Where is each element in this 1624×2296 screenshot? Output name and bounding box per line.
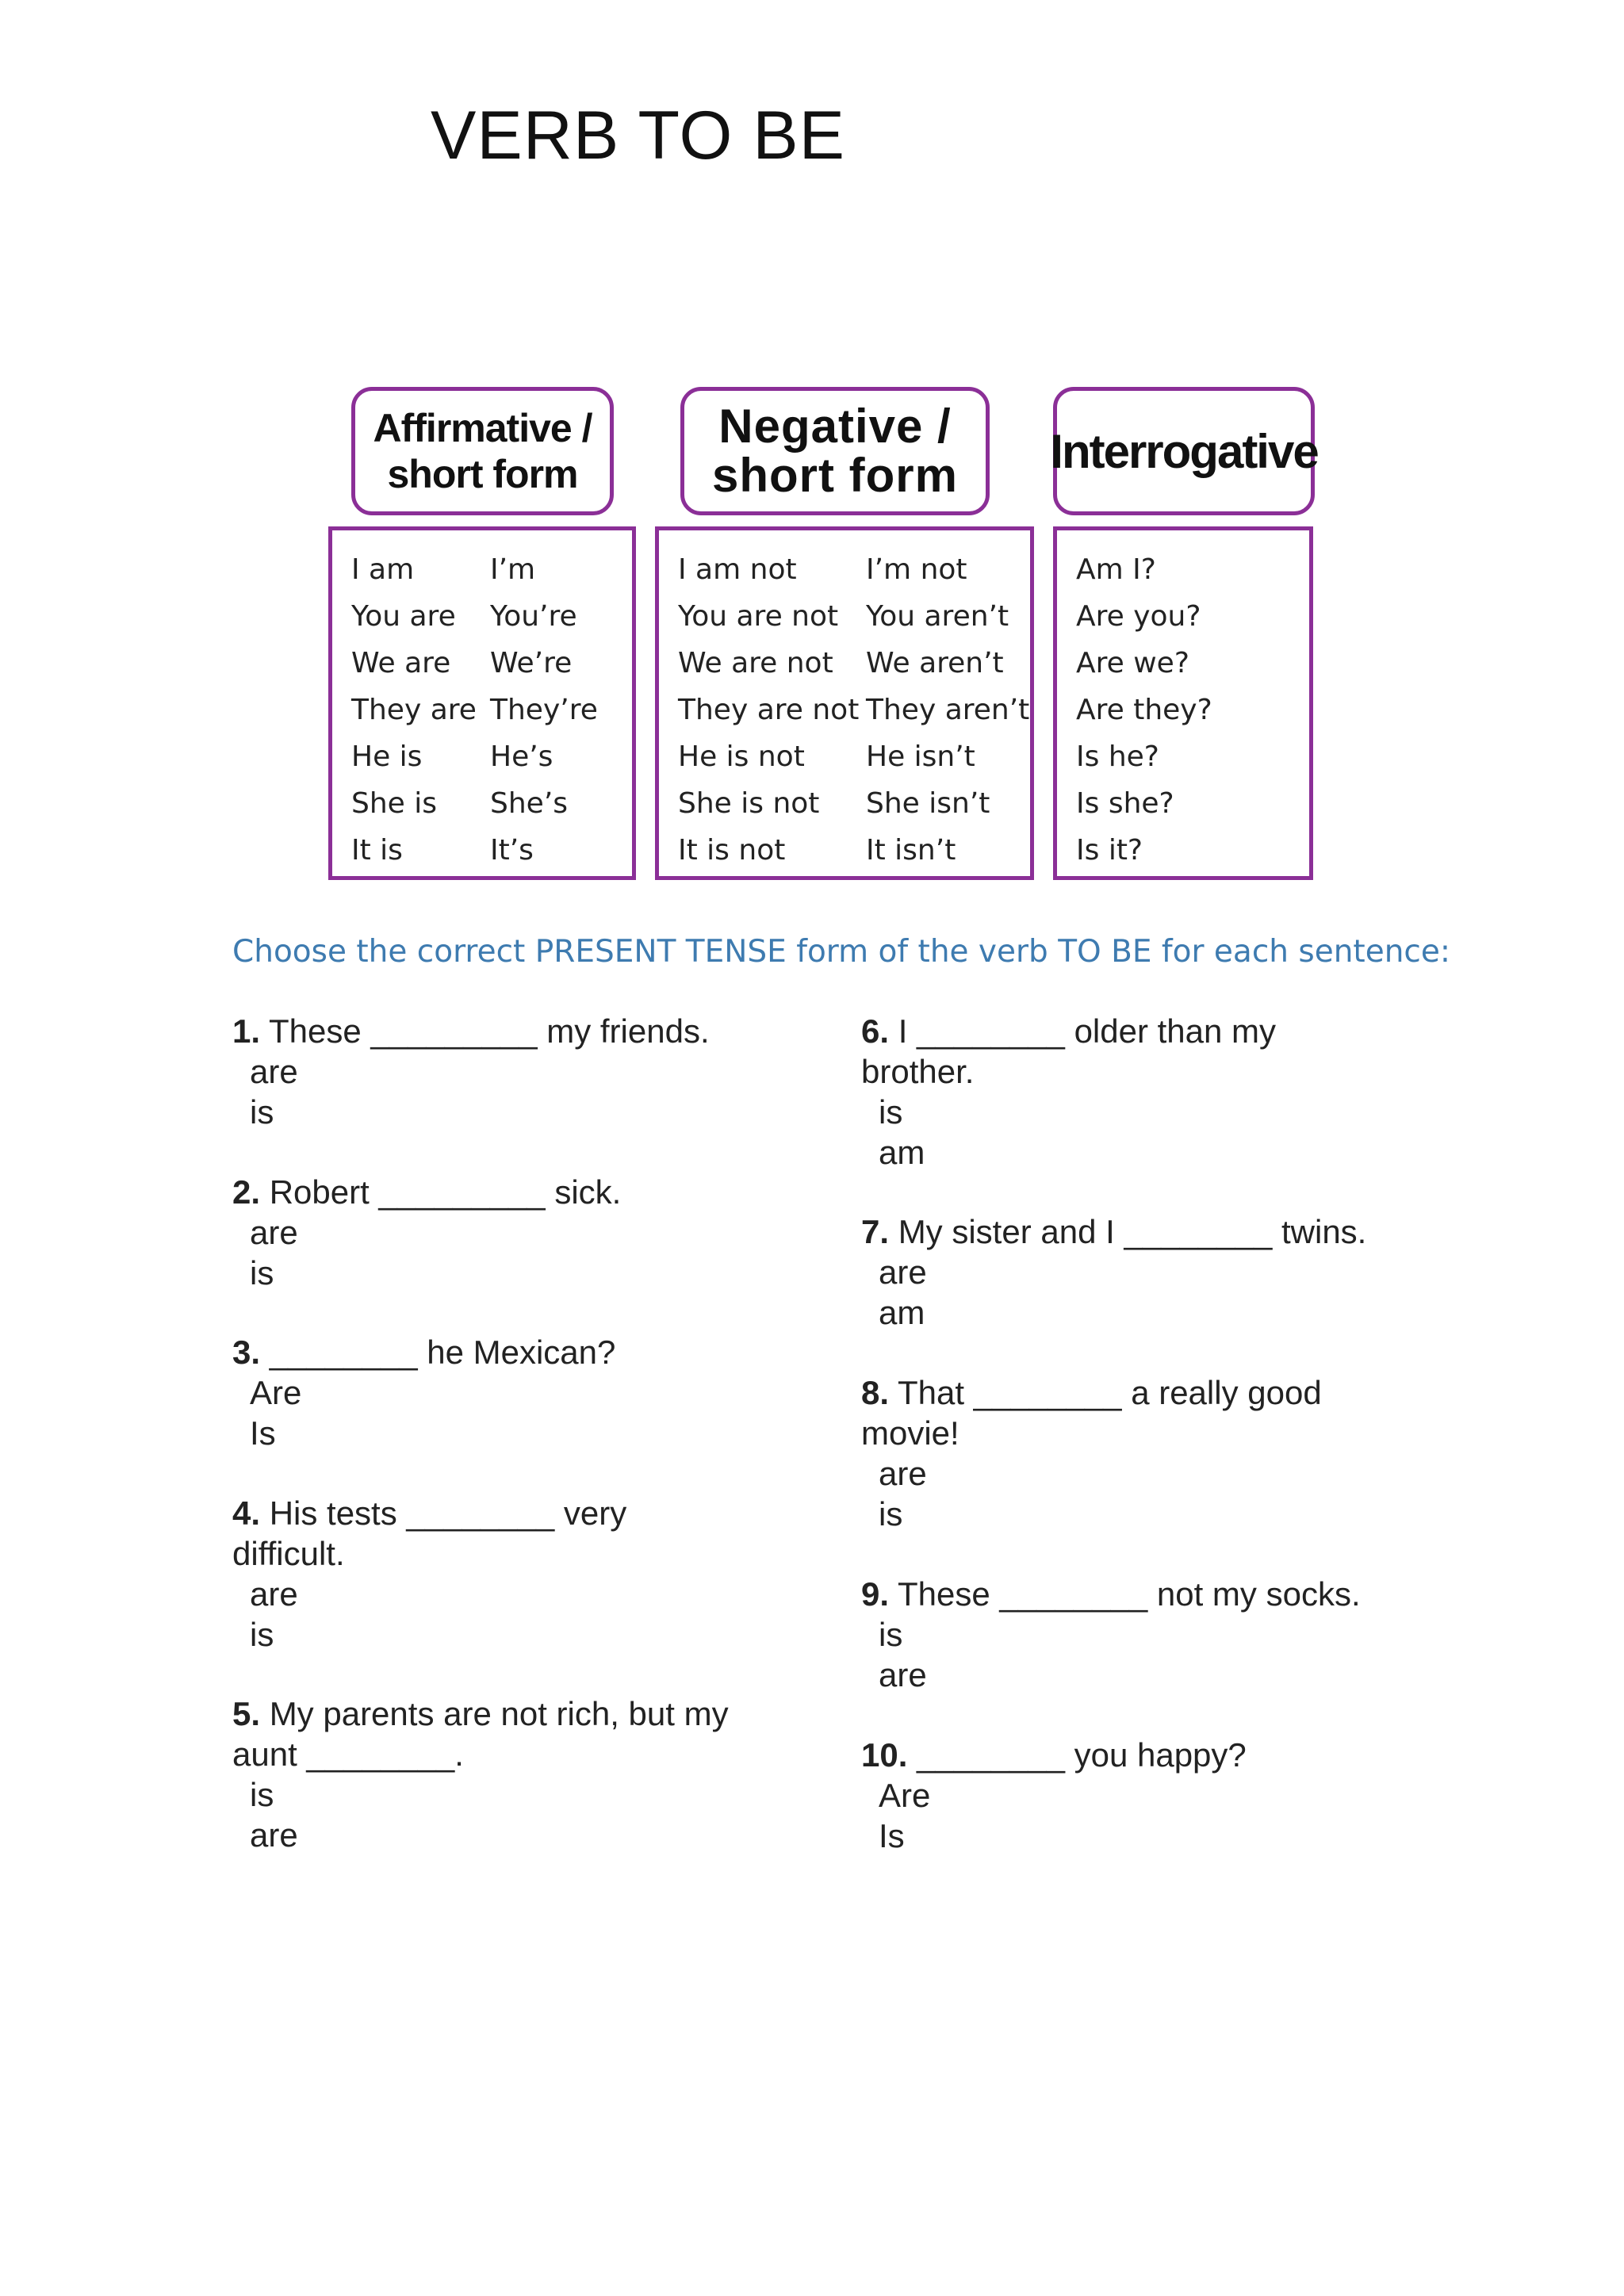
- question-number: 8.: [861, 1374, 890, 1411]
- question-stem: [232, 1693, 740, 1774]
- answer-option[interactable]: am: [879, 1134, 925, 1171]
- question-text: My parents are not rich, but my aunt ________.: [232, 1695, 729, 1773]
- interrogative-full-form: Is it?: [1076, 834, 1143, 867]
- answer-option[interactable]: are: [879, 1253, 927, 1291]
- interrogative-table: [1053, 526, 1313, 880]
- question-number: 9.: [861, 1575, 890, 1613]
- question-number: 6.: [861, 1012, 890, 1050]
- question-number: 5.: [232, 1695, 261, 1732]
- question-stem: [861, 1735, 1369, 1775]
- negative-row: [659, 780, 1030, 827]
- interrogative-row: [1057, 827, 1309, 874]
- negative-short-form: I’m not: [866, 553, 967, 586]
- negative-short-form: It isn’t: [866, 834, 956, 867]
- answer-option[interactable]: is: [879, 1495, 903, 1533]
- question-stem: [232, 1011, 740, 1051]
- negative-short-form: He isn’t: [866, 740, 975, 773]
- answer-option[interactable]: is: [879, 1616, 903, 1653]
- answer-option[interactable]: are: [250, 1214, 298, 1251]
- negative-row: [659, 640, 1030, 687]
- question-item: [861, 1011, 1369, 1173]
- affirmative-full-form: They are: [351, 694, 477, 726]
- answer-option[interactable]: am: [879, 1294, 925, 1331]
- question-item: [232, 1011, 740, 1132]
- question-stem: [861, 1211, 1464, 1252]
- negative-header-line2: short form: [712, 449, 958, 502]
- answer-option[interactable]: Are: [250, 1374, 302, 1411]
- negative-full-form: I am not: [678, 553, 797, 586]
- affirmative-full-form: She is: [351, 787, 438, 820]
- negative-header-line1: Negative /: [718, 400, 952, 453]
- negative-full-form: You are not: [678, 600, 839, 633]
- interrogative-full-form: Are they?: [1076, 694, 1212, 726]
- affirmative-row: [332, 780, 632, 827]
- affirmative-header-line2: short form: [387, 452, 578, 496]
- question-text: Robert _________ sick.: [260, 1173, 622, 1211]
- affirmative-full-form: I am: [351, 553, 415, 586]
- question-number: 4.: [232, 1494, 261, 1532]
- question-text: ________ you happy?: [907, 1736, 1247, 1774]
- answer-option[interactable]: Is: [879, 1817, 905, 1854]
- affirmative-header: [351, 387, 614, 515]
- interrogative-row: [1057, 780, 1309, 827]
- answer-option[interactable]: is: [879, 1093, 903, 1131]
- negative-full-form: She is not: [678, 787, 820, 820]
- negative-short-form: You aren’t: [866, 600, 1009, 633]
- negative-row: [659, 733, 1030, 780]
- question-number: 2.: [232, 1173, 261, 1211]
- interrogative-full-form: Is he?: [1076, 740, 1159, 773]
- negative-row: [659, 687, 1030, 733]
- interrogative-full-form: Is she?: [1076, 787, 1174, 820]
- affirmative-short-form: I’m: [490, 553, 536, 586]
- affirmative-short-form: He’s: [490, 740, 553, 773]
- affirmative-row: [332, 827, 632, 874]
- question-item: [861, 1574, 1464, 1695]
- negative-header: [680, 387, 990, 515]
- question-number: 7.: [861, 1213, 890, 1250]
- interrogative-row: [1057, 687, 1309, 733]
- answer-option[interactable]: is: [250, 1093, 274, 1131]
- answer-option[interactable]: Is: [250, 1414, 276, 1452]
- affirmative-short-form: You’re: [490, 600, 577, 633]
- affirmative-table: [328, 526, 636, 880]
- interrogative-row: [1057, 593, 1309, 640]
- negative-full-form: It is not: [678, 834, 786, 867]
- question-stem: [232, 1493, 740, 1574]
- question-text: ________ he Mexican?: [260, 1334, 616, 1371]
- question-text: My sister and I ________ twins.: [889, 1213, 1367, 1250]
- interrogative-row: [1057, 640, 1309, 687]
- affirmative-row: [332, 687, 632, 733]
- affirmative-row: [332, 546, 632, 593]
- negative-full-form: He is not: [678, 740, 805, 773]
- question-item: [232, 1493, 740, 1655]
- affirmative-full-form: We are: [351, 647, 451, 679]
- question-item: [232, 1693, 740, 1855]
- question-text: That ________ a really good movie!: [861, 1374, 1322, 1452]
- answer-option[interactable]: are: [879, 1455, 927, 1492]
- negative-full-form: They are not: [678, 694, 860, 726]
- negative-row: [659, 827, 1030, 874]
- affirmative-short-form: It’s: [490, 834, 534, 867]
- question-number: 3.: [232, 1334, 261, 1371]
- question-number: 1.: [232, 1012, 261, 1050]
- answer-option[interactable]: Are: [879, 1777, 931, 1814]
- affirmative-row: [332, 593, 632, 640]
- question-item: [861, 1372, 1369, 1534]
- question-text: These _________ my friends.: [260, 1012, 710, 1050]
- question-item: [861, 1735, 1369, 1856]
- affirmative-full-form: He is: [351, 740, 423, 773]
- question-item: [232, 1332, 740, 1453]
- question-item: [861, 1211, 1464, 1333]
- question-number: 10.: [861, 1736, 908, 1774]
- answer-option[interactable]: are: [879, 1656, 927, 1693]
- answer-option[interactable]: are: [250, 1816, 298, 1854]
- question-stem: [861, 1011, 1369, 1092]
- question-item: [232, 1172, 740, 1293]
- negative-full-form: We are not: [678, 647, 833, 679]
- question-text: These ________ not my socks.: [889, 1575, 1361, 1613]
- interrogative-row: [1057, 546, 1309, 593]
- question-stem: [861, 1372, 1369, 1453]
- affirmative-short-form: She’s: [490, 787, 569, 820]
- question-stem: [232, 1332, 740, 1372]
- negative-row: [659, 593, 1030, 640]
- affirmative-header-line1: Affirmative /: [373, 406, 592, 450]
- page-title: VERB TO BE: [431, 98, 846, 174]
- interrogative-full-form: Am I?: [1076, 553, 1156, 586]
- affirmative-short-form: They’re: [490, 694, 598, 726]
- answer-option[interactable]: are: [250, 1575, 298, 1613]
- question-text: I ________ older than my brother.: [861, 1012, 1277, 1090]
- interrogative-row: [1057, 733, 1309, 780]
- interrogative-full-form: Are you?: [1076, 600, 1201, 633]
- question-stem: [232, 1172, 740, 1212]
- affirmative-full-form: You are: [351, 600, 456, 633]
- question-stem: [861, 1574, 1464, 1614]
- negative-short-form: She isn’t: [866, 787, 990, 820]
- interrogative-header: Interrogative: [1053, 387, 1315, 515]
- answer-option[interactable]: is: [250, 1776, 274, 1813]
- affirmative-short-form: We’re: [490, 647, 573, 679]
- negative-row: [659, 546, 1030, 593]
- interrogative-full-form: Are we?: [1076, 647, 1189, 679]
- affirmative-row: [332, 733, 632, 780]
- negative-short-form: They aren’t: [866, 694, 1030, 726]
- answer-option[interactable]: is: [250, 1616, 274, 1653]
- instruction-text: Choose the correct PRESENT TENSE form of the verb TO BE for each sentence:: [232, 934, 1450, 970]
- question-text: His tests ________ very difficult.: [232, 1494, 627, 1572]
- negative-short-form: We aren’t: [866, 647, 1004, 679]
- answer-option[interactable]: is: [250, 1254, 274, 1292]
- answer-option[interactable]: are: [250, 1053, 298, 1090]
- affirmative-full-form: It is: [351, 834, 403, 867]
- affirmative-row: [332, 640, 632, 687]
- negative-table: [655, 526, 1034, 880]
